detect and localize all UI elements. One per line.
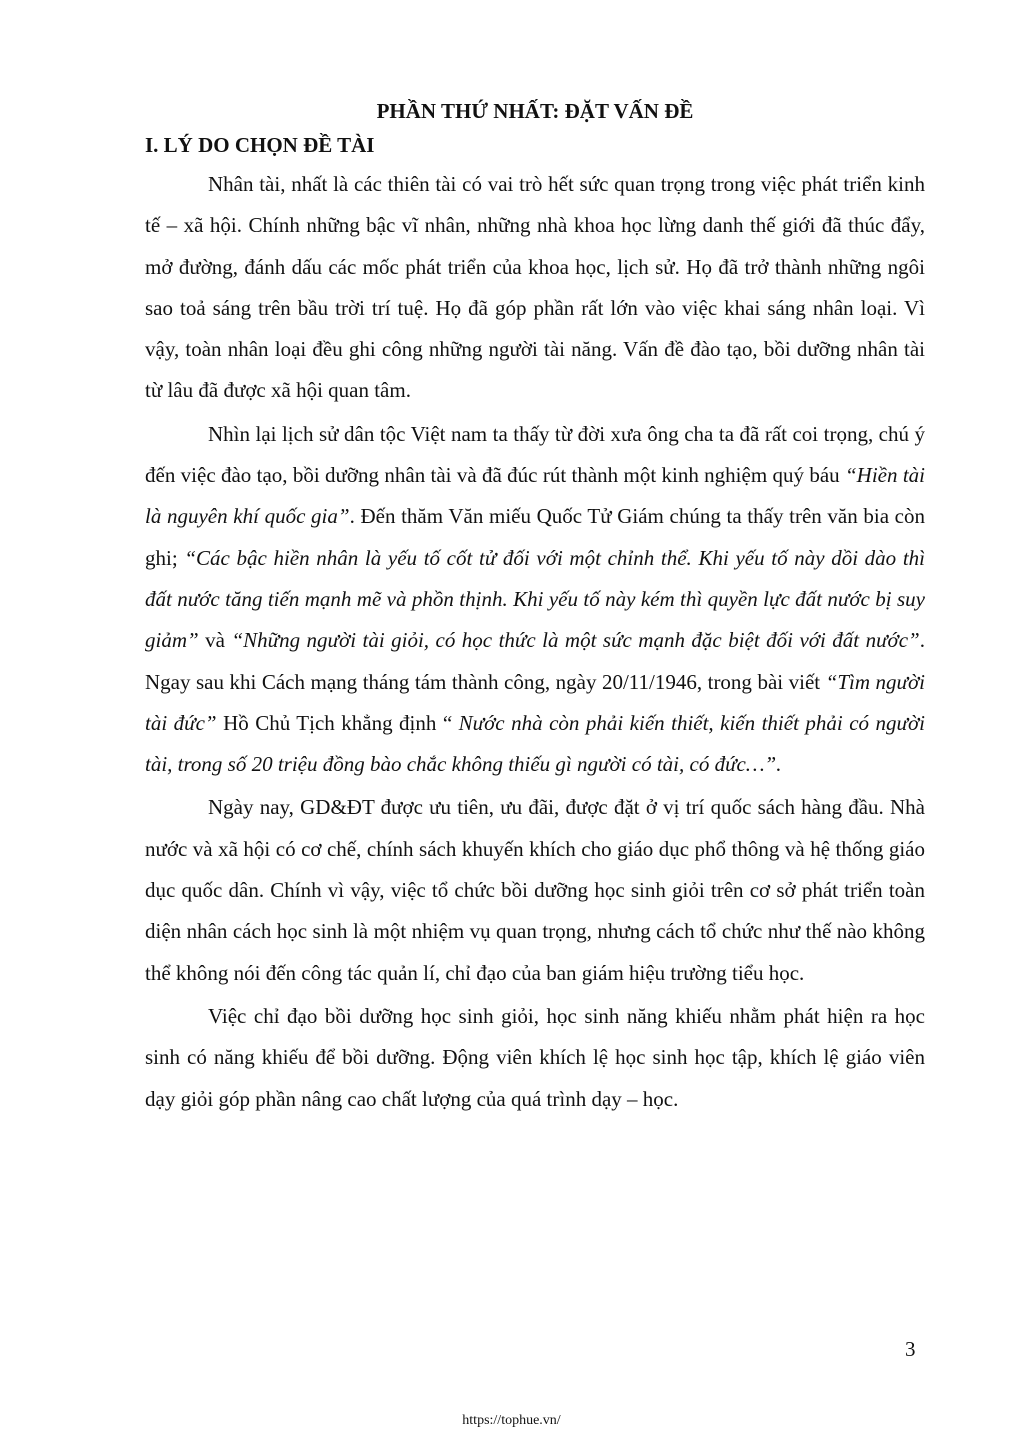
page-number: 3 bbox=[905, 1337, 916, 1361]
quote-van-bia: “Các bậc hiền nhân là yếu tố cốt tử đối với một chỉnh thể. Khi yếu tố này dồi dào thì đất nước tăng tiến mạnh mẽ và phồn thịnh. Khi yếu tố này kém thì quyền lực đất nước bị suy giảm” bbox=[145, 545, 926, 653]
quote-hien-tai: “Hiền tài là nguyên khí quốc gia” bbox=[145, 463, 925, 529]
paragraph-2-text-3: và bbox=[198, 628, 232, 653]
paragraph-1: Nhân tài, nhất là các thiên tài có vai trò hết sức quan trọng trong việc phát triển kinh tế – xã hội. Chính những bậc vĩ nhân, những nhà khoa học lừng danh thế giới đã thúc đẩy, mở đường, đánh dấu các mốc phát triển của khoa học, lịch sử. Họ đã trở thành những ngôi sao toả sáng trên bầu trời trí tuệ. Họ đã góp phần rất lớn vào việc khai sáng nhân loại. Vì vậy, toàn nhân loại đều ghi công những người tài năng. Vấn đề đào tạo, bồi dưỡng nhân tài từ lâu đã được xã hội quan tâm. bbox=[145, 172, 925, 403]
paragraph-4: Việc chỉ đạo bồi dưỡng học sinh giỏi, học sinh năng khiếu nhằm phát hiện ra học sinh có năng khiếu để bồi dưỡng. Động viên khích lệ học sinh học tập, khích lệ giáo viên dạy giỏi góp phần nâng cao chất lượng của quá trình dạy – học. bbox=[145, 1003, 925, 1111]
quote-article-title: “Tìm người tài đức” bbox=[145, 669, 926, 735]
quote-nguoi-tai-gioi: “Những người tài giỏi, có học thức là một sức mạnh đặc biệt đối với đất nước” bbox=[231, 628, 920, 653]
footer-url[interactable]: https://tophue.vn/ bbox=[462, 1413, 561, 1428]
paragraph-2 bbox=[145, 414, 925, 786]
paragraph-2-text-1: Nhìn lại lịch sử dân tộc Việt nam ta thấy từ đời xưa ông cha ta đã rất coi trọng, chú ý đến việc đào tạo, bồi dưỡng nhân tài và đã đúc rút thành một kinh nghiệm quý báu bbox=[145, 421, 925, 488]
quote-ho-chu-tich: Nước nhà còn phải kiến thiết, kiến thiết phải có người tài, trong số 20 triệu đồng bào chắc không thiếu gì người có tài, có đức…”. bbox=[145, 710, 925, 777]
part-title: PHẦN THỨ NHẤT: ĐẶT VẤN ĐỀ bbox=[376, 99, 694, 123]
page-content bbox=[145, 96, 925, 1122]
paragraph-2-text-2: . Đến thăm Văn miếu Quốc Tử Giám chúng ta thấy trên văn bia còn ghi; bbox=[145, 504, 925, 570]
paragraph-3: Ngày nay, GD&ĐT được ưu tiên, ưu đãi, được đặt ở vị trí quốc sách hàng đầu. Nhà nước và xã hội có cơ chế, chính sách khuyến khích cho giáo dục phổ thông và hệ thống giáo dục quốc dân. Chính vì vậy, việc tổ chức bồi dưỡng học sinh giỏi trên cơ sở phát triển toàn diện nhân cách học sinh là một nhiệm vụ quan trọng, nhưng cách tổ chức như thế nào không thể không nói đến công tác quản lí, chỉ đạo của ban giám hiệu trường tiểu học. bbox=[145, 795, 925, 985]
paragraph-2-text-5: Hồ Chủ Tịch khẳng định “ bbox=[216, 710, 459, 735]
section-title: I. LÝ DO CHỌN ĐỀ TÀI bbox=[145, 133, 375, 157]
paragraph-2-text-4: . Ngay sau khi Cách mạng tháng tám thành công, ngày 20/11/1946, trong bài viết bbox=[145, 628, 925, 694]
